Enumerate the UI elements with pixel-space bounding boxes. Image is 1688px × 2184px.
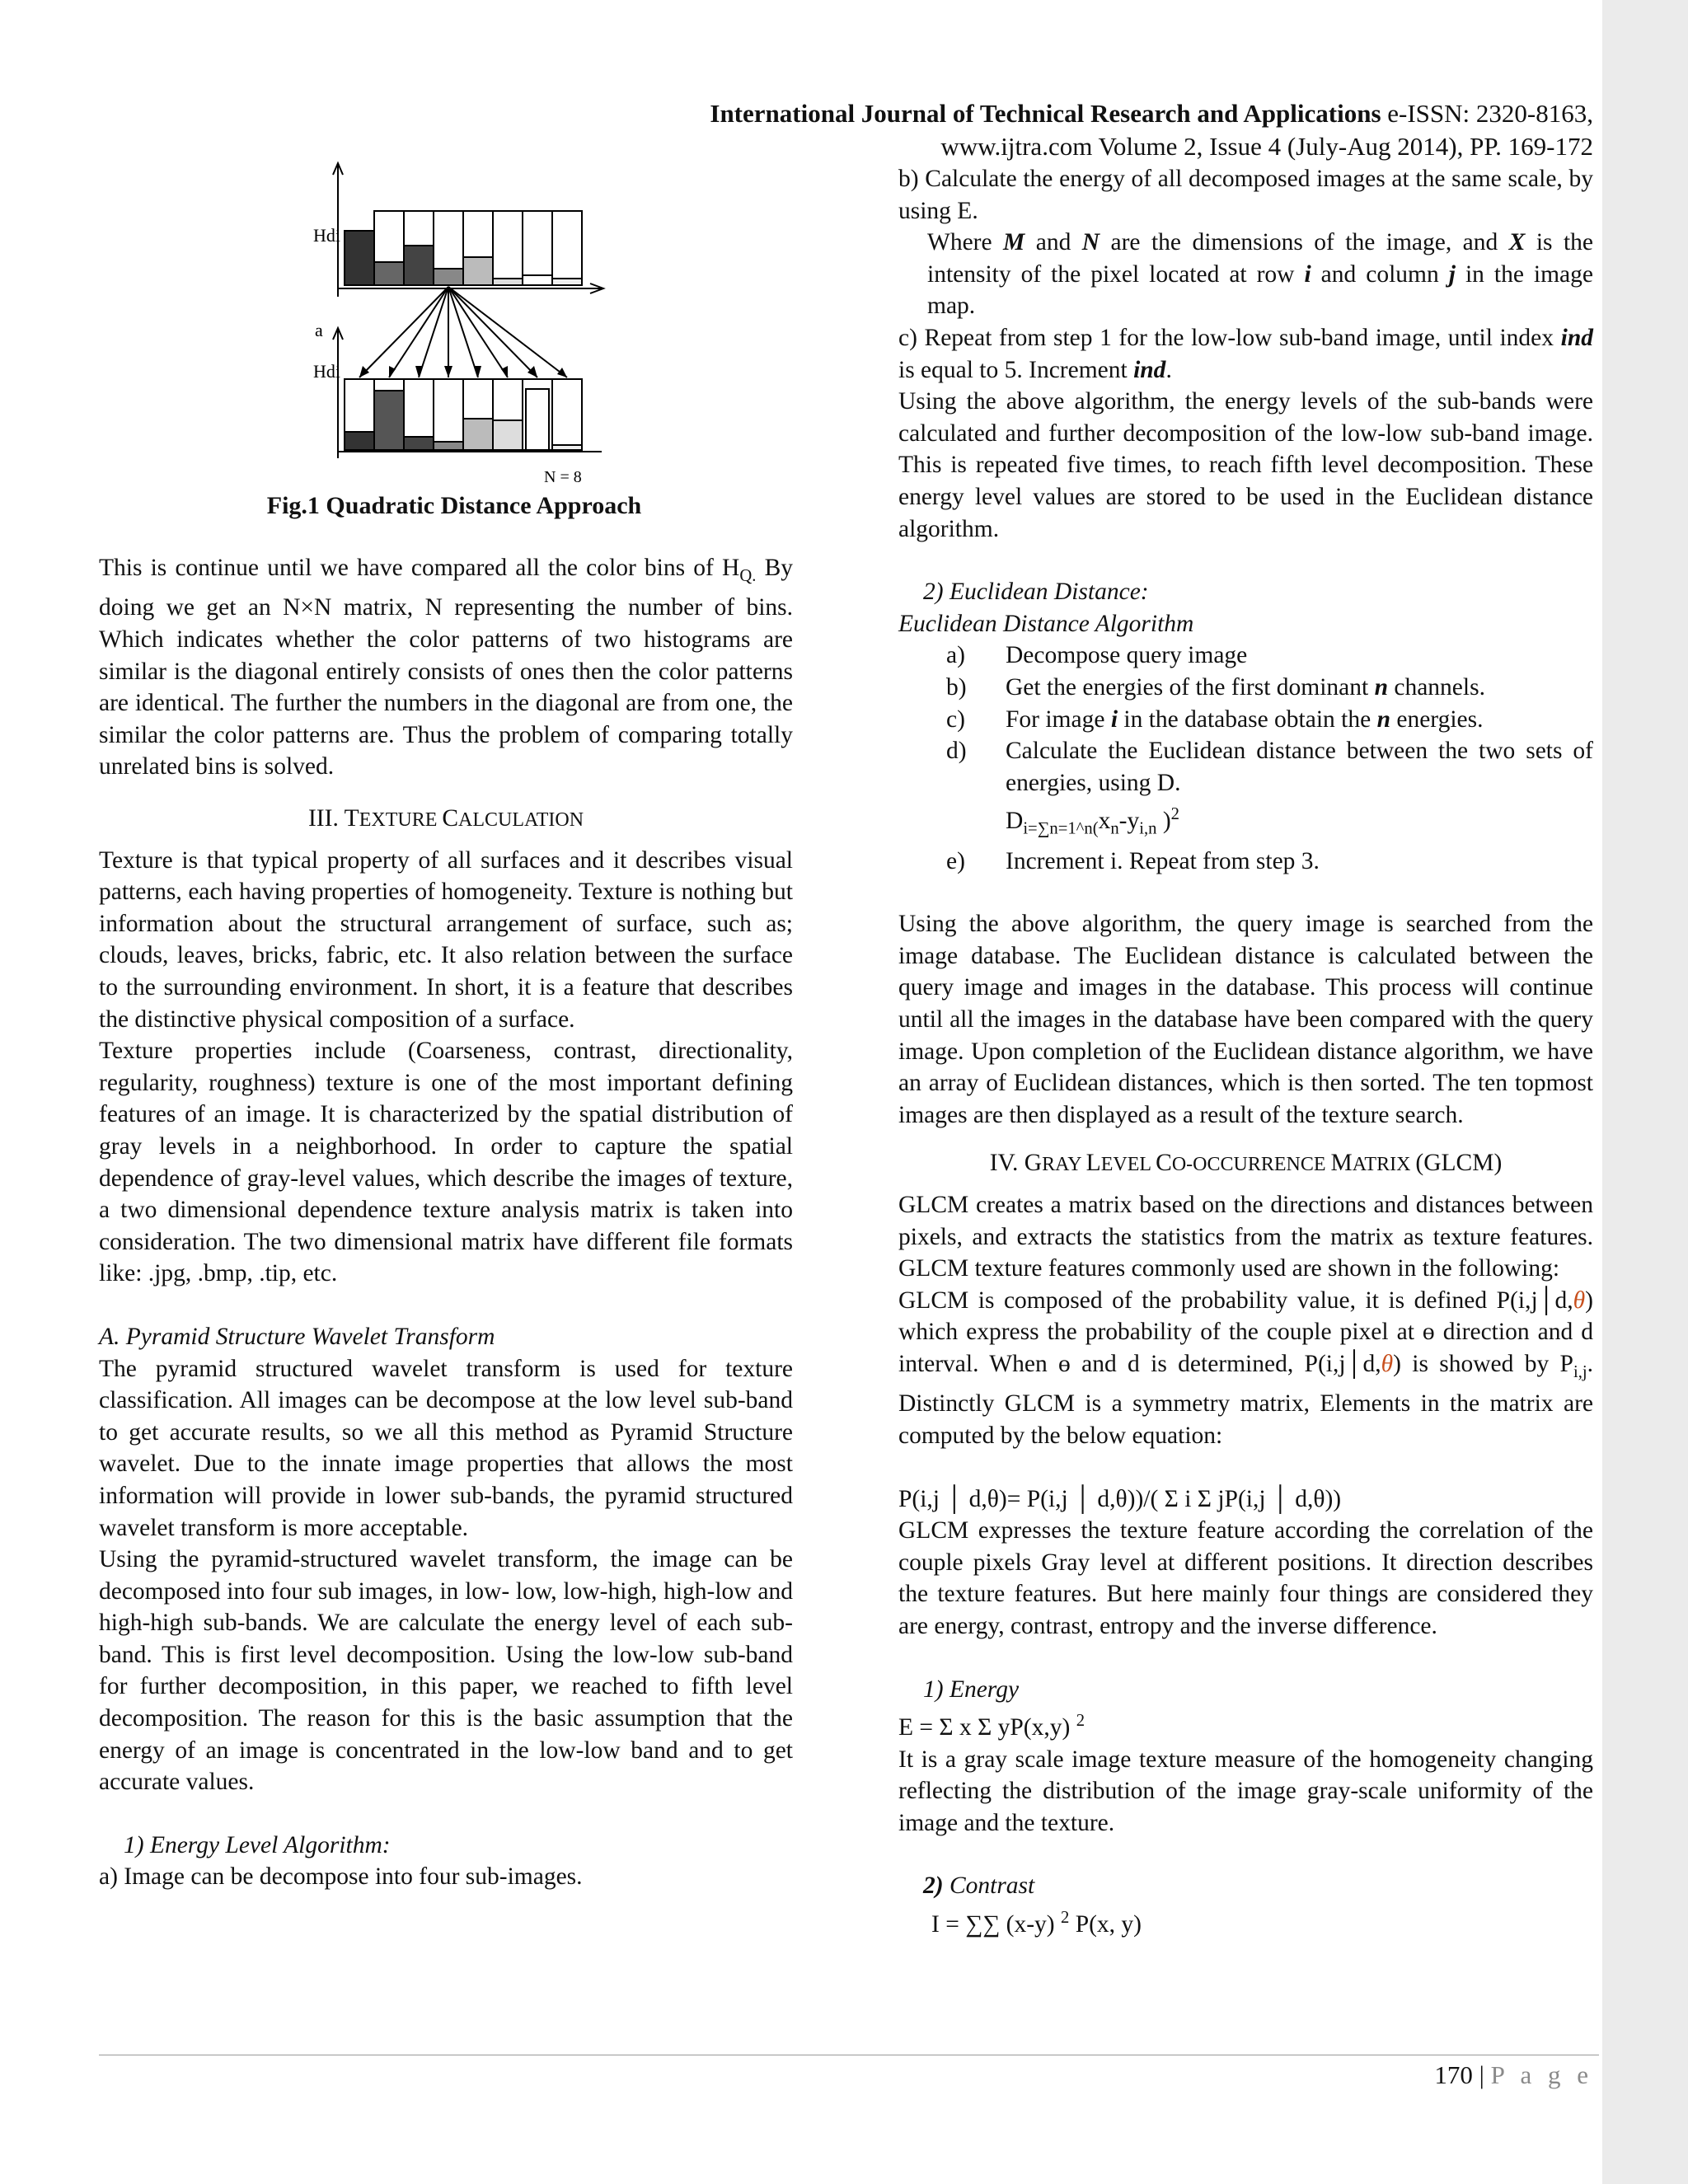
top-bar-3 — [404, 246, 434, 285]
algorithm-steps — [898, 640, 1593, 877]
bottom-bar-4 — [434, 442, 463, 450]
paragraph: Using the above algorithm, the query image is searched from the image database. The Euclidean distance is calculated between the query image and images in the database. This process will continue until all the images in the database have been compared with the query image. Upon completion of the Euclidean distance algorithm, we have an array of Euclidean distances, which is then sorted. The ten topmost images are then displayed as a result of the texture search. — [898, 911, 1593, 1128]
paragraph: Texture is that typical property of all surfaces and it describes visual patterns, each having properties of homogeneity. Texture is nothing but information about the structural arrangement of surface, such as; clouds, leaves, bricks, fabric, etc. It also relation between the surface to the surrounding environment. In short, it is a feature that describes the distinctive physical composition of a surface. — [99, 846, 793, 1033]
top-bar-6 — [493, 279, 523, 285]
list-marker: e) — [946, 847, 965, 874]
journal-issn: e-ISSN: 2320-8163, — [1381, 99, 1593, 128]
var: M — [1003, 229, 1025, 256]
equation-text: I = ∑∑ (x-y) — [931, 1910, 1061, 1938]
text-run: Where — [927, 229, 1004, 256]
list-marker: c) — [946, 705, 965, 733]
bottom-bar-4-frame — [434, 379, 463, 450]
top-histogram — [345, 211, 582, 285]
equation-sup: 2 — [1061, 1908, 1070, 1927]
var: i — [1110, 705, 1118, 733]
text-run: GLCM is composed of the probability value, it is defined P(i,j│d, — [898, 1286, 1573, 1314]
paragraph — [99, 552, 793, 783]
top-bar-7 — [523, 275, 552, 285]
bottom-bar-2 — [374, 391, 404, 450]
heading-cap: C — [442, 805, 459, 832]
formula: D — [1006, 808, 1024, 835]
equation-text: E = Σ x Σ yP(x,y) — [898, 1713, 1076, 1741]
formula-sub: i,n — [1139, 820, 1157, 838]
formula-sub: n — [1110, 820, 1119, 838]
paragraph — [898, 322, 1593, 386]
bottom-bar-3 — [404, 437, 434, 450]
top-bar-7-frame — [523, 211, 552, 285]
subsubsection-heading — [898, 1870, 1593, 1902]
list-text: in the database obtain the — [1118, 705, 1377, 733]
section-number: III. — [307, 805, 345, 832]
list-marker: a) — [946, 642, 965, 669]
top-bar-8-frame — [552, 211, 582, 285]
heading-smallcaps: RAY — [1042, 1154, 1086, 1176]
paragraph: It is a gray scale image texture measure of the homogeneity changing reflecting the distribution of the image gray-scale uniformity of the image and the texture. — [898, 1746, 1593, 1836]
quadratic-distance-figure — [297, 157, 709, 486]
text-run: and — [1025, 229, 1082, 256]
subsubsection-heading: 1) Energy — [923, 1675, 1020, 1703]
list-text: energies. — [1390, 705, 1484, 733]
heading-smallcaps: EXTURE — [359, 809, 443, 832]
text-run: is the intensity of the pixel located at row — [927, 229, 1594, 288]
theta-symbol: θ — [1381, 1350, 1394, 1377]
heading-smallcaps: EVEL — [1100, 1154, 1156, 1176]
bottom-bar-6 — [493, 420, 523, 450]
equation: P(i,j │ d,θ)= P(i,j │ d,θ))/( Σ i Σ jP(i,j │ d,θ)) — [898, 1485, 1342, 1512]
equation — [898, 1705, 1593, 1743]
page-word: P a g e — [1490, 2060, 1593, 2089]
right-column — [898, 163, 1593, 1940]
text-run: c) Repeat from step 1 for the low-low sub-band image, until index — [898, 324, 1561, 351]
paragraph — [898, 1285, 1593, 1452]
page-number-value: 170 | — [1434, 2060, 1491, 2089]
formula: -y — [1118, 808, 1140, 835]
paragraph: Using the above algorithm, the energy levels of the sub-bands were calculated and further decomposition of the low-low sub-band image. This is repeated five times, to reach fifth level decomposition. These energy level values are stored to be used in the Euclidean distance algorithm. — [898, 388, 1593, 542]
top-bar-8 — [552, 279, 582, 285]
subsection-heading: A. Pyramid Structure Wavelet Transform — [99, 1323, 495, 1350]
list-item — [898, 846, 1593, 878]
text-run: and column — [1311, 260, 1449, 288]
equation-sup: 2 — [1076, 1712, 1085, 1731]
equation — [898, 1902, 1593, 1940]
heading-cap: L — [1085, 1150, 1101, 1177]
equation-text: P(x, y) — [1069, 1910, 1142, 1938]
section-heading-texture — [99, 803, 793, 837]
list-text: For image — [1006, 705, 1111, 733]
heading-smallcaps: ATRIX — [1352, 1154, 1416, 1176]
heading-cap: T — [344, 805, 359, 832]
text-run: is equal to 5. Increment — [898, 356, 1134, 383]
formula-sub: i=∑n=1^n( — [1023, 820, 1099, 838]
bins-count-label: N = 8 — [544, 468, 582, 486]
paragraph: a) Image can be decompose into four sub-images. — [99, 1863, 583, 1891]
text-run: in the image map. — [927, 260, 1593, 320]
list-text: Calculate the Euclidean distance between the two sets of energies, using D. — [1006, 738, 1593, 796]
list-marker: d) — [946, 738, 967, 765]
text-run: ) is showed by P — [1393, 1350, 1573, 1377]
text-run: ) which express the probability of the couple pixel at ɵ direction and d interval. When ɵ and d is determined, P(i,j│d, — [898, 1286, 1593, 1377]
page-number — [1434, 2060, 1593, 2090]
section-heading-glcm — [898, 1147, 1593, 1181]
subscript: Q. — [739, 566, 757, 585]
var: j — [1448, 260, 1456, 288]
top-bar-2 — [374, 262, 404, 285]
paragraph: Using the pyramid-structured wavelet transform, the image can be decomposed into four sub images, in low- low, low-high, high-low and high-high sub-bands. We are calculate the energy level of each sub-band. This is first level decomposition. Using the low-low sub-band for further decomposition, in this paper, we reached to fifth level decomposition. The reason for this is the basic assumption that the energy of an image is concentrated in the low-low band and to get accurate values. — [99, 1546, 793, 1796]
var: i — [1304, 260, 1311, 288]
margin-strip — [1602, 0, 1688, 2184]
bottom-axis-label: a — [315, 320, 323, 340]
heading-number: 2) — [923, 1872, 944, 1900]
text-run: By doing we get an N×N matrix, N representing the number of bins. Which indicates whether the color patterns of two histograms are similar is the diagonal entirely consists of ones then the color patterns are identical. The further the numbers in the diagonal are from one, the similar the color patterns are. Thus the problem of comparing totally unrelated bins is solved. — [99, 555, 793, 780]
list-item — [898, 672, 1593, 704]
list-item — [898, 735, 1593, 846]
text-run: are the dimensions of the image, and — [1100, 229, 1509, 256]
list-marker: b) — [946, 673, 967, 701]
figure-caption: Fig.1 Quadratic Distance Approach — [266, 492, 642, 519]
subscript: i,j — [1573, 1362, 1587, 1381]
bottom-bar-5 — [463, 419, 493, 450]
list-text: Get the energies of the first dominant — [1006, 673, 1375, 701]
theta-symbol: θ — [1573, 1286, 1586, 1314]
var: X — [1508, 229, 1526, 256]
mapping-arrows — [359, 287, 567, 377]
bottom-histogram-label: Hdi — [313, 361, 340, 382]
text-run: . Distinctly GLCM is a symmetry matrix, Elements in the matrix are computed by the below equation: — [898, 1350, 1593, 1449]
var: N — [1081, 229, 1100, 256]
bottom-bar-8-frame — [552, 379, 582, 450]
list-item — [898, 640, 1593, 672]
paragraph: b) Calculate the energy of all decomposed images at the same scale, by using E. — [898, 166, 1593, 224]
heading-cap: (GLCM) — [1415, 1150, 1503, 1177]
paragraph: GLCM expresses the texture feature according the correlation of the couple pixels Gray level at different positions. It direction describes the texture features. But here mainly four things are considered they are energy, contrast, entropy and the inverse difference. — [898, 1517, 1593, 1639]
paragraph: Texture properties include (Coarseness, contrast, directionality, regularity, roughness) texture is one of the most important defining features of an image. It is characterized by the spatial distribution of gray levels in a neighborhood. In order to capture the spatial dependence of gray-level values, which describe the images of texture, a two dimensional dependence texture analysis matrix is taken into consideration. The two dimensional matrix have different file formats like: .jpg, .bmp, .tip, etc. — [99, 1038, 793, 1287]
top-bar-5 — [463, 257, 493, 285]
top-bar-6-frame — [493, 211, 523, 285]
heading-cap: M — [1330, 1150, 1353, 1177]
top-histogram-label: Hdi — [313, 225, 340, 246]
list-text: Increment i. Repeat from step 3. — [1006, 847, 1320, 874]
var: ind — [1560, 324, 1593, 351]
left-column — [99, 552, 793, 1893]
heading-smallcaps: ALCULATION — [458, 809, 584, 832]
var: n — [1376, 705, 1390, 733]
formula: x — [1098, 808, 1111, 835]
formula: ) — [1156, 808, 1171, 835]
subsubsection-heading: 1) Energy Level Algorithm: — [124, 1831, 391, 1858]
formula-sup: 2 — [1170, 805, 1179, 824]
heading-cap: C — [1156, 1150, 1172, 1177]
journal-title: International Journal of Technical Research and Applications — [710, 99, 1381, 128]
paragraph: GLCM creates a matrix based on the directions and distances between pixels, and extracts the statistics from the matrix as texture features. GLCM texture features commonly used are shown in the following: — [898, 1191, 1593, 1282]
paragraph — [898, 227, 1593, 322]
bottom-histogram — [345, 379, 582, 450]
heading-smallcaps: O-OCCURRENCE — [1171, 1154, 1331, 1176]
var: ind — [1133, 356, 1166, 383]
subsubsection-heading: 2) Euclidean Distance: — [923, 579, 1149, 606]
algorithm-title: Euclidean Distance Algorithm — [898, 610, 1194, 637]
list-text: Decompose query image — [1006, 642, 1248, 669]
list-text: channels. — [1388, 673, 1485, 701]
top-bar-1 — [345, 231, 374, 285]
journal-volume: www.ijtra.com Volume 2, Issue 4 (July-Aug 2014), PP. 169-172 — [940, 132, 1593, 161]
heading-text: Contrast — [943, 1872, 1035, 1900]
journal-header — [710, 97, 1593, 163]
var: n — [1374, 673, 1388, 701]
bottom-bar-8 — [552, 445, 582, 450]
list-item — [898, 704, 1593, 736]
text-run: . — [1165, 356, 1172, 383]
bottom-bar-1 — [345, 432, 374, 450]
heading-cap: G — [1024, 1150, 1043, 1177]
section-number: IV. — [989, 1150, 1025, 1177]
top-bar-4 — [434, 269, 463, 285]
bottom-bar-7 — [526, 389, 549, 450]
paragraph: The pyramid structured wavelet transform is used for texture classification. All images can be decompose at the low level sub-band to get accurate results, so we all this method as Pyramid Structure wavelet. Due to the innate image properties that allows the most information will provide in lower sub-bands, the pyramid structured wavelet transform is more acceptable. — [99, 1355, 793, 1541]
text-run: This is continue until we have compared all the color bins of H — [99, 555, 740, 581]
